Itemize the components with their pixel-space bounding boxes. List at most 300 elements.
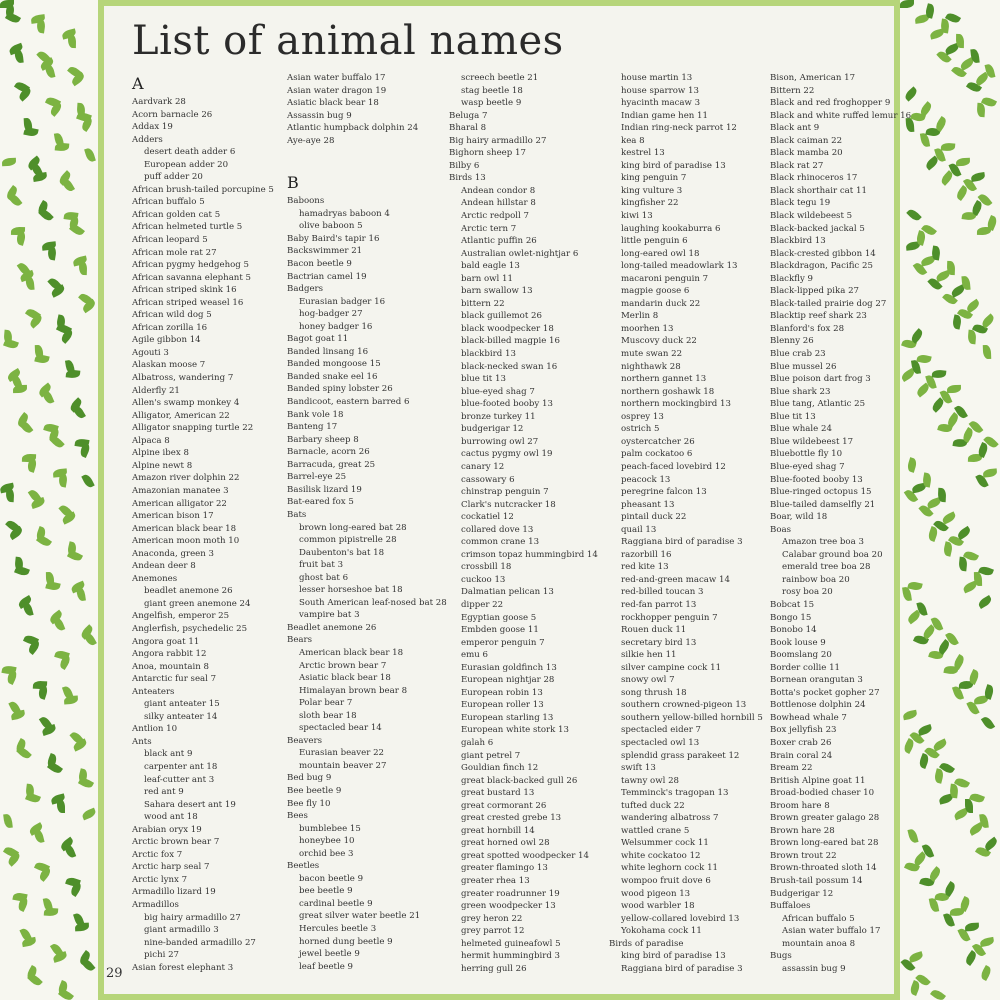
index-subentry: peregrine falcon 13 [621, 487, 707, 498]
index-subentry: cuckoo 13 [461, 574, 506, 585]
index-subentry: European starling 13 [461, 712, 554, 723]
leaf-icon [44, 908, 59, 917]
index-subentry: king bird of paradise 13 [621, 951, 726, 962]
index-subentry: nighthawk 28 [621, 361, 681, 372]
leaf-icon [6, 488, 15, 502]
leaf-icon [934, 116, 948, 132]
leaf-icon [930, 988, 946, 1000]
leaf-icon [47, 761, 63, 776]
index-subentry: Asiatic black bear 18 [299, 673, 391, 684]
index-entry: Arctic harp seal 7 [132, 862, 210, 873]
index-entry: Bowhead whale 7 [770, 712, 847, 723]
index-subentry: leaf beetle 9 [299, 961, 354, 972]
index-entry: Broad-bodied chaser 10 [770, 788, 875, 799]
index-entry: Broom hare 8 [770, 800, 830, 811]
leaf-icon [931, 245, 941, 260]
leaf-icon [979, 937, 994, 947]
index-subentry: laughing kookaburra 6 [621, 223, 721, 234]
index-entry: Bobcat 15 [770, 599, 815, 610]
index-entry: Blue-footed booby 13 [770, 474, 863, 485]
index-entry: Andean deer 8 [132, 561, 196, 572]
index-entry: Black shorthair cat 11 [770, 185, 867, 196]
leaf-icon [64, 696, 79, 705]
leaf-icon [977, 103, 986, 118]
index-entry: Birds 13 [449, 173, 486, 184]
leaf-icon [75, 923, 89, 932]
index-entry: Banded linsang 16 [287, 346, 369, 357]
index-subentry: Embden goose 11 [461, 625, 539, 636]
index-entry: Black ant 9 [770, 123, 820, 134]
leaf-icon [38, 207, 54, 223]
leaf-icon [25, 792, 41, 805]
index-entry: Bharal 8 [449, 123, 487, 134]
leaf-icon [58, 472, 68, 487]
index-subentry: Arctic brown bear 7 [299, 660, 387, 671]
index-entry: African wild dog 5 [132, 310, 212, 321]
index-subentry: great bustard 13 [461, 788, 535, 799]
index-entry: Bees [287, 811, 308, 822]
leaf-icon [932, 369, 947, 378]
index-subentry: black-necked swan 16 [461, 361, 558, 372]
leaf-icon [45, 63, 56, 78]
index-entry: Brown greater galago 28 [770, 813, 880, 824]
leaf-icon [900, 0, 914, 8]
index-entry: Bank vole 18 [287, 409, 344, 420]
index-subentry: European nightjar 28 [461, 675, 555, 686]
index-entry: Blackdragon, Pacific 25 [770, 261, 873, 272]
index-subentry: splendid grass parakeet 12 [621, 750, 740, 761]
index-entry: Bighorn sheep 17 [449, 148, 526, 159]
index-subentry: Raggiana bird of paradise 3 [621, 537, 743, 548]
index-subentry: white cockatoo 12 [621, 850, 701, 861]
index-subentry: Gouldian finch 12 [461, 763, 539, 774]
leaf-icon [83, 631, 97, 647]
index-entry: Blue tang, Atlantic 25 [770, 399, 866, 410]
index-entry: Bittern 22 [770, 85, 815, 96]
index-entry: Black tegu 19 [770, 198, 831, 209]
index-entry: Adders [132, 134, 163, 145]
leaf-icon [61, 177, 75, 193]
index-entry: Blue crab 23 [770, 349, 826, 360]
leaf-icon [952, 654, 966, 670]
leaf-icon [3, 814, 13, 829]
index-subentry: Indian game hen 11 [621, 110, 708, 121]
index-subentry: kestrel 13 [621, 148, 665, 159]
index-entry: Beetles [287, 861, 320, 872]
index-entry: Agouti 3 [132, 347, 169, 358]
leaf-icon [34, 354, 49, 365]
index-entry: Bed bug 9 [287, 773, 332, 784]
index-entry: Arabian oryx 19 [132, 824, 202, 835]
index-entry: Antlion 10 [132, 724, 178, 735]
leaf-icon [956, 34, 964, 48]
leaf-icon [33, 828, 44, 844]
index-subentry: long-tailed meadowlark 13 [621, 261, 738, 272]
leaf-icon [958, 557, 967, 572]
index-subentry: rosy boa 20 [782, 587, 833, 598]
index-entry: Bee beetle 9 [287, 785, 342, 796]
index-entry: Bottlenose dolphin 24 [770, 700, 866, 711]
index-entry: British Alpine goat 11 [770, 775, 866, 786]
index-subentry: green woodpecker 13 [461, 901, 556, 912]
index-entry: African buffalo 5 [132, 197, 205, 208]
index-subentry: Arctic redpoll 7 [461, 211, 529, 222]
index-subentry: African buffalo 5 [782, 913, 855, 924]
leaf-icon [53, 616, 66, 632]
index-subentry: silky anteater 14 [144, 711, 218, 722]
leaf-icon [983, 345, 991, 359]
index-entry: Blackbird 13 [770, 236, 826, 247]
index-entry: Atlantic humpback dolphin 24 [287, 123, 419, 134]
index-entry: Boomslang 20 [770, 650, 832, 661]
leaf-icon [941, 511, 957, 524]
index-subentry: emperor penguin 7 [461, 637, 545, 648]
index-subentry: razorbill 16 [621, 549, 672, 560]
index-entry: Bagot goat 11 [287, 334, 349, 345]
index-subentry: cactus pygmy owl 19 [461, 449, 553, 460]
leaf-icon [980, 313, 996, 328]
index-subentry: orchid bee 3 [299, 848, 354, 859]
leaf-icon [78, 776, 94, 790]
index-entry: Asiatic black bear 18 [287, 98, 379, 109]
index-entry: Barbary sheep 8 [287, 434, 359, 445]
leaf-icon [5, 11, 21, 25]
index-entry: African brush-tailed porcupine 5 [132, 184, 274, 195]
index-entry: American bison 17 [132, 511, 214, 522]
index-entry: Black caiman 22 [770, 135, 843, 146]
index-entry: Armadillos [132, 900, 179, 910]
index-subentry: king vulture 3 [621, 185, 683, 196]
index-entry: Arctic brown bear 7 [132, 837, 220, 848]
index-subentry: kea 8 [621, 135, 645, 146]
index-subentry: honey badger 16 [299, 321, 373, 332]
index-subentry: hyacinth macaw 3 [621, 98, 701, 109]
index-subentry: red-and-green macaw 14 [621, 574, 730, 585]
index-subentry: Eurasian goldfinch 13 [461, 662, 557, 673]
leaf-icon [986, 215, 999, 231]
index-subentry: bumblebee 15 [299, 823, 361, 834]
index-subentry: black guillemot 26 [461, 311, 542, 322]
index-entry: Arctic lynx 7 [132, 874, 188, 885]
index-subentry: wood pigeon 13 [621, 888, 691, 899]
index-subentry: Calabar ground boa 20 [782, 549, 883, 560]
index-subentry: galah 6 [461, 737, 494, 748]
leaf-icon [965, 299, 981, 313]
index-entry: Alpaca 8 [132, 435, 170, 446]
index-entry: Anaconda, green 3 [132, 548, 214, 559]
index-subentry: great horned owl 28 [461, 838, 550, 849]
index-subentry: northern goshawk 18 [621, 386, 715, 397]
index-subentry: Raggiana bird of paradise 3 [621, 963, 743, 974]
index-subentry: Indian ring-neck parrot 12 [621, 123, 737, 134]
index-subentry: silkie hen 11 [621, 650, 677, 661]
index-entry: Baboons [287, 196, 325, 207]
leaf-icon [81, 473, 94, 489]
leaf-icon [967, 669, 980, 685]
index-entry: Brown-throated sloth 14 [770, 863, 877, 874]
index-entry: Barrel-eye 25 [287, 472, 347, 483]
index-subentry: mountain anoa 8 [782, 938, 856, 949]
index-subentry: palm cockatoo 6 [621, 449, 693, 460]
index-entry: Blue mussel 26 [770, 361, 837, 372]
index-subentry: Amazon tree boa 3 [782, 537, 864, 548]
index-subentry: great silver water beetle 21 [299, 911, 421, 922]
index-subentry: sloth bear 18 [299, 710, 357, 721]
index-subentry: Andean hillstar 8 [461, 198, 536, 209]
leaf-icon [55, 142, 70, 151]
index-subentry: yellow-collared lovebird 13 [621, 913, 740, 924]
decorative-border-left [0, 0, 98, 1000]
index-subentry: emerald tree boa 28 [782, 562, 871, 573]
index-subentry: Welsummer cock 11 [621, 838, 709, 849]
index-entry: Blanford's fox 28 [770, 323, 845, 334]
index-entry: Black and white ruffed lemur 16 [770, 110, 912, 121]
index-entry: Botta's pocket gopher 27 [770, 687, 880, 698]
index-subentry: northern mockingbird 13 [621, 399, 731, 410]
index-subentry: Australian owlet-nightjar 6 [461, 248, 579, 259]
index-subentry: giant green anemone 24 [144, 598, 251, 609]
index-subentry: puff adder 20 [144, 172, 203, 183]
index-entry: Brown hare 28 [770, 825, 835, 836]
leaf-icon [967, 330, 976, 345]
index-subentry: canary 12 [461, 461, 505, 472]
leaf-icon [943, 881, 957, 897]
index-column-4 [609, 72, 769, 975]
index-subentry: southern yellow-billed hornbill 5 [621, 712, 763, 723]
index-entry: Blue whale 24 [770, 424, 832, 435]
index-subentry: Rouen duck 11 [621, 625, 687, 636]
leaf-icon [947, 385, 961, 393]
index-subentry: Polar bear 7 [299, 698, 353, 709]
index-subentry: house martin 13 [621, 73, 693, 83]
index-entry: African savanna elephant 5 [132, 272, 251, 283]
index-entry: Barnacle, acorn 26 [287, 447, 370, 458]
index-entry: Blue tit 13 [770, 411, 816, 422]
index-subentry: red-billed toucan 3 [621, 587, 704, 598]
index-subentry: giant armadillo 3 [144, 925, 219, 936]
index-entry: Banteng 17 [287, 422, 338, 433]
index-subentry: greater flamingo 13 [461, 863, 548, 874]
leaf-icon [2, 158, 16, 166]
index-subentry: spectacled bear 14 [299, 723, 382, 734]
index-subentry: macaroni penguin 7 [621, 273, 709, 284]
index-subentry: blue-eyed shag 7 [461, 386, 535, 397]
leaf-icon [958, 896, 971, 912]
index-entry: Blue shark 23 [770, 386, 831, 397]
index-entry: Bat-eared fox 5 [287, 497, 354, 508]
index-entry: Backswimmer 21 [287, 246, 363, 257]
index-entry: Asian forest elephant 3 [132, 962, 234, 973]
index-subentry: wasp beetle 9 [461, 98, 522, 109]
index-subentry: cockatiel 12 [461, 512, 514, 523]
index-entry: Brain coral 24 [770, 750, 833, 761]
index-subentry: peach-faced lovebird 12 [621, 461, 726, 472]
index-subentry: collared dove 13 [461, 524, 534, 535]
index-entry: Budgerigar 12 [770, 888, 834, 899]
index-entry: Beluga 7 [449, 110, 488, 121]
index-subentry: house sparrow 13 [621, 85, 699, 96]
index-subentry: herring gull 26 [461, 963, 527, 974]
index-subentry: black ant 9 [144, 749, 193, 760]
leaf-icon [67, 549, 83, 563]
leaf-icon [42, 389, 55, 405]
index-entry: Bacon beetle 9 [287, 259, 352, 270]
leaf-icon [19, 419, 34, 435]
index-subentry: magpie goose 6 [621, 286, 690, 297]
index-subentry: mandarin duck 22 [621, 298, 701, 309]
index-entry: Aye-aye 28 [287, 135, 335, 146]
leaf-icon [924, 3, 935, 19]
index-entry: Assassin bug 9 [287, 110, 352, 121]
index-entry: Bilby 6 [449, 160, 480, 171]
index-entry: Banded spiny lobster 26 [287, 384, 393, 395]
index-entry: Badgers [287, 284, 324, 295]
index-entry: Arctic fox 7 [132, 849, 183, 860]
index-entry: Brown trout 22 [770, 850, 837, 861]
index-entry: Blue-ringed octopus 15 [770, 487, 872, 498]
leaf-icon [965, 923, 979, 932]
index-entry: African pygmy hedgehog 5 [132, 260, 250, 271]
leaf-icon [36, 19, 46, 34]
leaf-icon [81, 808, 97, 821]
index-subentry: dipper 22 [461, 599, 504, 610]
leaf-icon [13, 385, 27, 393]
index-subentry: secretary bird 13 [621, 637, 697, 648]
index-subentry: great crested grebe 13 [461, 813, 562, 824]
index-subentry: red kite 13 [621, 562, 669, 573]
index-subentry: vampire bat 3 [299, 610, 360, 621]
leaf-icon [932, 738, 948, 751]
leaf-icon [970, 172, 985, 182]
index-entry: Armadillo lizard 19 [132, 887, 216, 898]
leaf-icon [80, 957, 95, 973]
leaf-icon [25, 276, 34, 291]
index-subentry: greater rhea 13 [461, 876, 530, 886]
index-subentry: beadlet anemone 26 [144, 586, 233, 597]
leaf-icon [981, 715, 995, 731]
index-entry: Amazon river dolphin 22 [132, 473, 240, 484]
index-column-5 [770, 72, 930, 975]
index-subentry: emu 6 [461, 650, 488, 661]
index-entry: Anoa, mountain 8 [132, 661, 209, 672]
leaf-icon [45, 580, 61, 591]
index-entry: Black-lipped pika 27 [770, 286, 860, 297]
index-subentry: lesser horseshoe bat 18 [299, 585, 403, 596]
index-subentry: horned dung beetle 9 [299, 936, 393, 947]
index-subentry: ostrich 5 [621, 424, 660, 435]
index-subentry: bacon beetle 9 [299, 873, 364, 884]
index-subentry: Hercules beetle 3 [299, 924, 377, 934]
leaf-icon [956, 526, 972, 540]
index-subentry: European roller 13 [461, 700, 544, 711]
index-subentry: tufted duck 22 [621, 800, 685, 811]
index-entry: Anemones [132, 573, 178, 584]
index-subentry: rockhopper penguin 7 [621, 612, 718, 623]
leaf-icon [14, 49, 23, 64]
index-entry: Anglerfish, psychedelic 25 [132, 623, 248, 634]
index-entry: Alaskan moose 7 [132, 360, 206, 371]
index-subentry: red ant 9 [144, 787, 184, 798]
index-entry: Bongo 15 [770, 612, 812, 623]
index-subentry: desert death adder 6 [144, 147, 236, 158]
index-subentry: black-billed magpie 16 [461, 336, 560, 347]
index-subentry: bronze turkey 11 [461, 411, 536, 422]
leaf-icon [956, 158, 970, 166]
index-entry: Alpine ibex 8 [132, 448, 189, 459]
index-entry: Black rhinoceros 17 [770, 173, 858, 184]
leaf-icon [949, 784, 959, 799]
index-subentry: greater roadrunner 19 [461, 888, 560, 899]
index-entry: Banded mongoose 15 [287, 359, 381, 370]
index-entry: Black-tailed prairie dog 27 [770, 298, 887, 309]
index-entry: Blacktip reef shark 23 [770, 311, 867, 322]
index-column-2 [287, 72, 447, 973]
index-entry: Asian water dragon 19 [287, 85, 387, 96]
index-entry: Bee fly 10 [287, 798, 331, 809]
index-subentry: Merlin 8 [621, 311, 659, 322]
index-subentry: spectacled eider 7 [621, 725, 701, 736]
index-subentry: Egyptian goose 5 [461, 612, 537, 623]
leaf-icon [84, 147, 96, 163]
index-subentry: hamadryas baboon 4 [299, 208, 390, 219]
index-subentry: carpenter ant 18 [144, 761, 218, 772]
index-subentry: wattled crane 5 [621, 825, 690, 836]
index-subentry: fruit bat 3 [299, 560, 344, 571]
index-subentry: nine-banded armadillo 27 [144, 937, 256, 948]
leaf-icon [983, 837, 999, 852]
leaf-icon [57, 799, 65, 813]
leaf-icon [983, 684, 995, 700]
index-subentry: common pipistrelle 28 [299, 535, 397, 546]
index-subentry: swift 13 [621, 763, 656, 774]
index-subentry: hog-badger 27 [299, 309, 363, 320]
index-entry: Angora goat 11 [132, 636, 200, 647]
leaf-icon [47, 245, 57, 260]
index-entry: Ants [132, 736, 152, 747]
index-subentry: mute swan 22 [621, 349, 683, 360]
leaf-icon [22, 601, 33, 617]
leaf-icon [947, 261, 955, 275]
index-subentry: Daubenton's bat 18 [299, 547, 385, 558]
index-entry: Blue-tailed damselfly 21 [770, 499, 876, 510]
index-entry: Alpine newt 8 [132, 460, 193, 471]
leaf-icon [69, 223, 85, 238]
leaf-icon [36, 534, 52, 549]
index-subentry: jewel beetle 9 [299, 949, 360, 960]
index-entry: Blue-eyed shag 7 [770, 461, 845, 472]
index-column-3 [449, 72, 609, 975]
index-subentry: barn swallow 13 [461, 286, 533, 297]
index-subentry: American black bear 18 [299, 647, 404, 658]
index-entry: Anteaters [132, 686, 175, 697]
page-title: List of animal names [132, 18, 564, 64]
index-subentry: black woodpecker 18 [461, 323, 554, 334]
index-subentry: ghost bat 6 [299, 572, 349, 583]
index-subentry: Dalmatian pelican 13 [461, 587, 554, 598]
index-subentry: pichi 27 [144, 950, 180, 961]
index-subentry: Asian water buffalo 17 [782, 926, 881, 937]
leaf-icon [64, 843, 76, 859]
index-entry: American alligator 22 [132, 498, 227, 509]
leaf-icon [76, 587, 86, 602]
index-subentry: bald eagle 13 [461, 261, 520, 272]
leaf-icon [79, 261, 87, 275]
index-subentry: brown long-eared bat 28 [299, 522, 407, 533]
index-entry: Boas [770, 524, 792, 535]
index-entry: Bonobo 14 [770, 625, 817, 636]
index-subentry: budgerigar 12 [461, 424, 524, 435]
index-subentry: European adder 20 [144, 159, 229, 170]
